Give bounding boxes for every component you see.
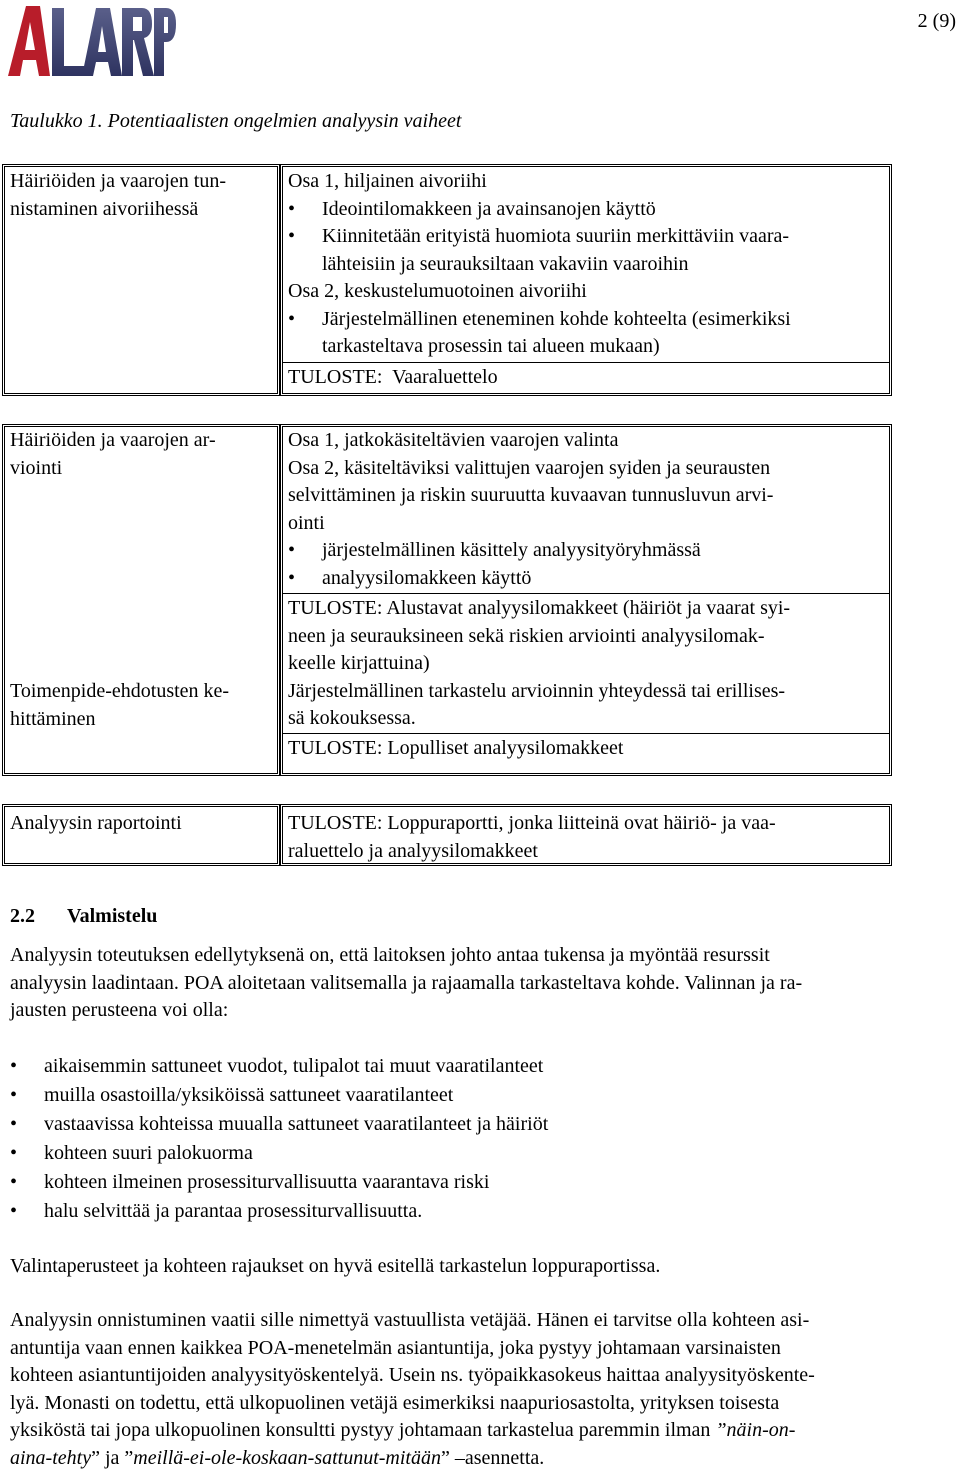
list-item: • järjestelmällinen käsittely analyysityöryhmässä: [288, 537, 886, 565]
section-title: Valmistelu: [67, 905, 158, 927]
list-item: • halu selvittää ja parantaa prosessiturvallisuutta.: [10, 1197, 548, 1226]
paragraph-intro: Analyysin toteutuksen edellytyksenä on, että laitoksen johto antaa tukensa ja myöntää resurssit analyysin laadintaan. POA aloitetaan valitsemalla ja rajaamalla tarkasteltava kohde. Valinnan ja ra- jausten perusteena voi olla:: [10, 944, 803, 1021]
cell-reporting: Analyysin raportointi: [10, 812, 182, 834]
list-item: • Järjestelmällinen eteneminen kohde kohteelta (esimerkiksi tarkasteltava prosessin tai alueen mukaan): [288, 306, 886, 361]
osa1-title: Osa 1, hiljainen aivoriihi: [288, 170, 487, 192]
osa2-title: Osa 2, keskustelumuotoinen aivoriihi: [288, 280, 587, 302]
cell-report: TULOSTE: Loppuraportti, jonka liitteinä ovat häiriö- ja vaa- raluettelo ja analyysilomakkeet: [288, 812, 776, 862]
output-final: TULOSTE: Lopulliset analyysilomakkeet: [288, 736, 624, 759]
section-number: 2.2: [10, 905, 35, 927]
list-item: • analyysilomakkeen käyttö: [288, 565, 886, 593]
output-hazard-list: TULOSTE: Vaaraluettelo: [288, 365, 498, 388]
page-number: 2 (9): [917, 10, 956, 32]
cell-analysis: Osa 1, jatkokäsiteltävien vaarojen valinta Osa 2, käsiteltäviksi valittujen vaarojen syiden ja seurausten selvittäminen ja riskin suuruutta kuvaavan tunnusluvun arvi- ointi • järjestelmällinen käsittely analyysityöryhmässä • analyysilomakkeen käyttö TULOSTE: Alustavat analyysilomakkeet (häiriöt ja vaarat syi- neen ja seurauksineen sekä riskien arviointi analyysilomak- keelle kirjattuina) Järjestelmällinen tarkastelu arvioinnin yhteydessä tai erillises- sä kokouksessa. TULOSTE: Lopulliset analyysilomakkeet: [288, 427, 886, 762]
paragraph-leader: Analyysin onnistuminen vaatii sille nimettyä vastuullista vetäjää. Hänen ei tarvitse olla kohteen asi- antuntija vaan ennen kaikkea POA-menetelmän asiantuntija, joka pystyy johtamaan varsinaisten kohteen asiantuntijoiden analyysityöskentelyä. Usein ns. työpaikkasokeus haittaa analyysityöskente- lyä. Monasti on todettu, että ulkopuolinen vetäjä esimerkiksi naapuriosastolta, yrityksen toisesta yksiköstä tai jopa ulkopuolinen konsultti pystyy johtamaan tarkastelua paremmin ilman ”näin-on- aina-tehty” ja ”meillä-ei-ole-koskaan-sattunut-mitään” –asennetta.: [10, 1309, 815, 1469]
criteria-list: [10, 1052, 548, 1226]
cell-assessment: Häiriöiden ja vaarojen ar- viointi: [10, 429, 216, 479]
section-heading: [10, 905, 157, 928]
list-item: • Kiinnitetään erityistä huomiota suuriin merkittäviin vaara- lähteisiin ja seurauksiltaan vakaviin vaaroihin: [288, 223, 886, 278]
list-item: • muilla osastoilla/yksiköissä sattuneet vaaratilanteet: [10, 1081, 548, 1110]
alarp-logo: [6, 2, 176, 78]
list-item: • vastaavissa kohteissa muualla sattuneet vaaratilanteet ja häiriöt: [10, 1110, 548, 1139]
list-item: • kohteen ilmeinen prosessiturvallisuutta vaarantava riski: [10, 1168, 548, 1197]
paragraph-selection: Valintaperusteet ja kohteen rajaukset on hyvä esitellä tarkastelun loppuraportissa.: [10, 1255, 661, 1277]
cell-measures: Toimenpide-ehdotusten ke- hittäminen: [10, 680, 230, 730]
list-item: • kohteen suuri palokuorma: [10, 1139, 548, 1168]
table-caption: Taulukko 1. Potentiaalisten ongelmien analyysin vaiheet: [10, 110, 462, 132]
list-item: • aikaisemmin sattuneet vuodot, tulipalot tai muut vaaratilanteet: [10, 1052, 548, 1081]
cell-brainstorm: [288, 168, 886, 391]
cell-identification: Häiriöiden ja vaarojen tun- nistaminen aivoriihessä: [10, 170, 227, 220]
output-preliminary: TULOSTE: Alustavat analyysilomakkeet (häiriöt ja vaarat syi-: [288, 597, 791, 619]
list-item: • Ideointilomakkeen ja avainsanojen käyttö: [288, 196, 886, 224]
